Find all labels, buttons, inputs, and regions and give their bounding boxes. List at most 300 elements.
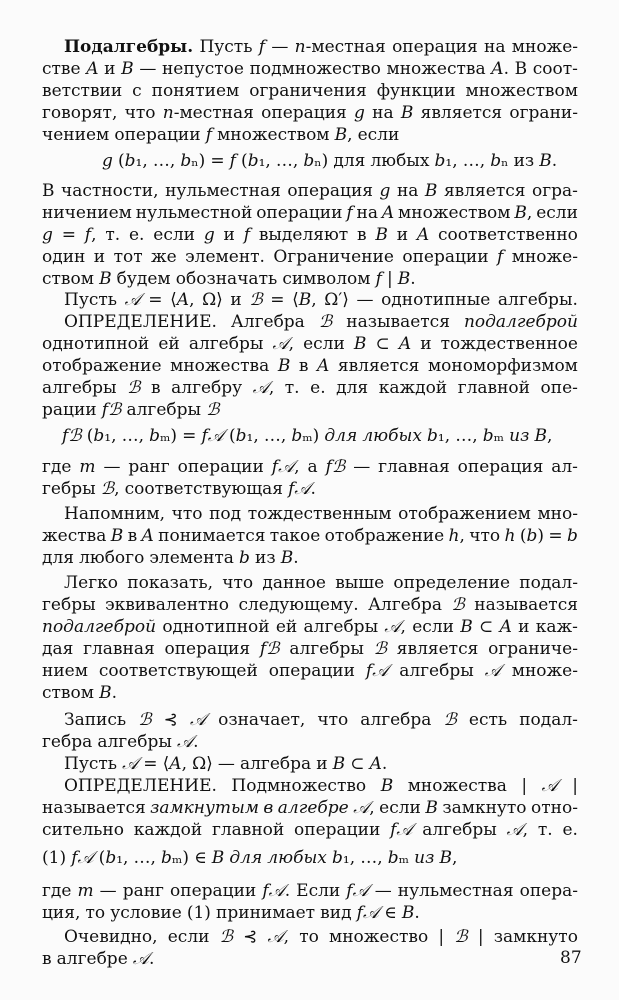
word: огра- <box>531 181 578 201</box>
word: …, <box>455 426 478 446</box>
word: ℬ <box>318 312 333 332</box>
text-line <box>42 525 578 547</box>
word: — <box>99 881 117 901</box>
word: в <box>42 949 52 969</box>
word: алгебры <box>422 820 497 840</box>
word: для <box>333 151 366 171</box>
word: Очевидно, <box>64 927 158 947</box>
word: f <box>375 269 382 289</box>
word: является <box>396 639 479 659</box>
word: Алгебра <box>230 312 305 332</box>
word: — <box>356 290 374 310</box>
text-line <box>42 880 578 902</box>
word: из <box>509 426 530 446</box>
word: ограниче- <box>488 639 578 659</box>
word: соот- <box>532 59 578 79</box>
word: алгебры <box>97 732 172 752</box>
word: главная <box>83 639 155 659</box>
text-line <box>42 377 578 399</box>
word: операции <box>294 820 381 840</box>
word: будем <box>116 269 171 289</box>
word: если <box>153 225 195 245</box>
word: что <box>171 504 203 524</box>
word: на <box>356 203 378 223</box>
word: 𝒜, <box>353 798 375 818</box>
word: = <box>148 290 163 310</box>
word: ∈ <box>384 903 397 923</box>
word: опе- <box>540 378 578 398</box>
text-line <box>42 58 578 80</box>
word: жества <box>42 526 107 546</box>
word: B, <box>514 203 533 223</box>
word: g <box>354 103 365 123</box>
text-line <box>42 682 578 704</box>
word: fℬ <box>259 639 280 659</box>
word: A <box>86 59 99 79</box>
word: 𝒜, <box>272 334 294 354</box>
word: является <box>337 356 420 376</box>
word: (b₁, <box>228 426 259 446</box>
word: b₁, <box>434 151 458 171</box>
word: функции <box>376 81 456 101</box>
text-line <box>42 124 578 146</box>
word: рации <box>42 400 97 420</box>
word: B. <box>280 548 299 568</box>
word: ℬ <box>127 378 141 398</box>
word: b₁, <box>332 848 356 868</box>
word: …, <box>263 426 287 446</box>
word: ством <box>42 683 94 703</box>
word: ция, <box>42 903 81 923</box>
word: 𝒜 <box>484 661 501 681</box>
word: f <box>205 125 212 145</box>
word: g <box>42 225 53 245</box>
text-line <box>42 150 619 172</box>
word: g <box>102 151 113 171</box>
word: …, <box>275 151 299 171</box>
word: Запись <box>64 710 127 730</box>
word: гебра <box>42 732 93 752</box>
word: алгебры <box>126 400 202 420</box>
word: где <box>42 457 72 477</box>
word: bₙ) <box>303 151 329 171</box>
word: ОПРЕДЕЛЕНИЕ. <box>64 776 217 796</box>
word: b <box>566 526 578 546</box>
text-line <box>42 503 578 525</box>
word: любых <box>370 151 430 171</box>
word: понятием <box>151 81 240 101</box>
word: мономорфизмом <box>427 356 578 376</box>
word: B. <box>401 903 420 923</box>
text-line <box>42 355 578 377</box>
word: операции <box>402 247 489 267</box>
word: Легко <box>64 573 119 593</box>
word: fℬ <box>101 400 122 420</box>
word: алгебры <box>42 378 117 398</box>
word: B. <box>539 151 558 171</box>
word: ей <box>275 617 298 637</box>
word: из <box>414 848 435 868</box>
word: = <box>61 225 76 245</box>
word: f <box>497 247 504 267</box>
word: показать, <box>127 573 214 593</box>
word: множества <box>407 776 507 796</box>
word: bₙ) <box>180 151 206 171</box>
text-line <box>42 102 578 124</box>
word: на <box>484 37 506 57</box>
word: мно- <box>537 504 578 524</box>
word: f, <box>84 225 97 245</box>
word: fℬ <box>62 426 82 446</box>
word: алгебре <box>56 949 128 969</box>
word: соответствующая <box>124 479 283 499</box>
word: (b) <box>519 526 544 546</box>
word: любого <box>79 548 145 568</box>
word: Если <box>296 881 341 901</box>
word: сительно <box>42 820 124 840</box>
word: f𝒜 <box>346 881 369 901</box>
text-line <box>42 709 578 731</box>
word: на <box>396 181 419 201</box>
word: алгебру <box>171 378 243 398</box>
word: называется <box>42 798 146 818</box>
word: f𝒜, <box>271 457 300 477</box>
text-line <box>42 572 578 594</box>
text-line <box>42 202 578 224</box>
word: g <box>379 181 391 201</box>
word: один <box>42 247 86 267</box>
word: называется <box>474 595 578 615</box>
word: принимает <box>216 903 316 923</box>
text-line <box>42 333 578 355</box>
word: B, <box>334 125 353 145</box>
word: алгебры <box>303 617 379 637</box>
word: | <box>521 776 528 796</box>
word: B <box>99 269 112 289</box>
text-line <box>42 547 578 569</box>
word: подмножество <box>249 59 381 79</box>
word: h, <box>448 526 465 546</box>
word: гебры <box>42 479 96 499</box>
word: f𝒜 <box>356 903 380 923</box>
word: в <box>298 356 309 376</box>
text-line <box>42 797 578 819</box>
text-line <box>42 289 578 311</box>
word: следующему. <box>238 595 359 615</box>
word: элемента <box>149 548 234 568</box>
word: ограничения <box>249 81 367 101</box>
word: то <box>85 903 106 923</box>
word: ⊰ <box>243 927 258 947</box>
word: Пусть <box>64 754 118 774</box>
word: (1) <box>186 903 211 923</box>
word: операция <box>261 103 347 123</box>
word: = <box>143 754 158 774</box>
word: g <box>203 225 215 245</box>
word: — <box>271 37 289 57</box>
word: множеством <box>398 203 511 223</box>
word: однотипные <box>381 290 491 310</box>
word: множе- <box>511 37 578 57</box>
word: нульместная <box>165 181 281 201</box>
word: 𝒜 <box>122 754 139 774</box>
word: однотипной <box>42 334 150 354</box>
word: операция <box>287 181 374 201</box>
word: на <box>372 103 394 123</box>
word: (1) <box>42 848 67 868</box>
word: любых <box>362 426 422 446</box>
word: подалгеброй <box>463 312 578 332</box>
word: f𝒜 <box>201 426 224 446</box>
word: B <box>353 334 367 354</box>
word: f𝒜. <box>288 479 316 499</box>
word: B. <box>99 683 117 703</box>
text-line <box>42 246 578 268</box>
word: 𝒜, <box>506 820 529 840</box>
word: то <box>299 927 319 947</box>
word: A <box>398 334 412 354</box>
word: ал- <box>551 457 578 477</box>
word: если <box>357 125 400 145</box>
word: алгебре <box>277 798 349 818</box>
text-line <box>42 902 578 924</box>
word: — <box>353 457 371 477</box>
word: B <box>380 776 394 796</box>
word: 𝒜 <box>189 710 207 730</box>
word: алгебра <box>360 710 432 730</box>
word: выше <box>335 573 385 593</box>
word: операции <box>268 661 355 681</box>
word: в <box>127 526 138 546</box>
word: же <box>151 247 177 267</box>
word: Напомним, <box>64 504 166 524</box>
word: Подалгебры. <box>64 37 194 57</box>
word: и <box>104 59 116 79</box>
word: что <box>469 526 501 546</box>
word: A <box>499 617 512 637</box>
word: отображение <box>42 356 162 376</box>
word: | <box>477 927 484 947</box>
word: bₘ) <box>291 426 320 446</box>
word: ветствии <box>42 81 123 101</box>
word: т. <box>105 225 121 245</box>
word: В <box>42 181 55 201</box>
text-line <box>42 594 578 616</box>
word: множество <box>329 927 429 947</box>
word: условие <box>110 903 182 923</box>
word: а <box>307 457 318 477</box>
word: чением <box>42 125 110 145</box>
text-line <box>42 311 578 333</box>
word: B <box>121 59 134 79</box>
word: n-местная <box>162 103 254 123</box>
word: B <box>375 225 388 245</box>
word: если <box>167 927 210 947</box>
word: т. <box>537 820 553 840</box>
word: каждой <box>378 378 448 398</box>
word: в <box>263 798 274 818</box>
word: bₙ <box>490 151 509 171</box>
word: …, <box>121 426 145 446</box>
word: и <box>93 247 106 267</box>
word: ⊂ <box>350 754 365 774</box>
word: есть <box>468 710 508 730</box>
word: что <box>222 573 254 593</box>
word: соответствующей <box>98 661 258 681</box>
word: ⟨B, <box>292 290 317 310</box>
word: | <box>386 269 393 289</box>
word: данное <box>262 573 326 593</box>
word: выделяют <box>258 225 349 245</box>
word: (b₁, <box>86 426 117 446</box>
word: эквивалентно <box>105 595 229 615</box>
word: тот <box>113 247 143 267</box>
word: f𝒜 <box>71 848 94 868</box>
word: ℬ <box>373 639 388 659</box>
word: отображение <box>324 526 445 546</box>
word: A <box>317 356 330 376</box>
word: говорят, <box>42 103 118 123</box>
word: ℬ <box>451 595 465 615</box>
text-line <box>42 948 578 970</box>
word: — <box>374 881 392 901</box>
word: операция <box>392 37 478 57</box>
word: ℬ <box>138 710 152 730</box>
word: | <box>438 927 445 947</box>
word: однотипной <box>162 617 270 637</box>
word: b₁, <box>427 426 451 446</box>
word: …, <box>462 151 486 171</box>
word: = <box>270 290 285 310</box>
word: если <box>536 203 578 223</box>
word: A <box>416 225 430 245</box>
word: Ограничение <box>273 247 394 267</box>
word: из <box>513 151 535 171</box>
word: в <box>357 225 367 245</box>
word: является <box>420 103 503 123</box>
word: что <box>317 710 349 730</box>
word: 𝒜, <box>384 617 406 637</box>
word: 𝒜 <box>124 290 141 310</box>
text-line <box>42 180 578 202</box>
word: подал- <box>519 710 578 730</box>
word: множества <box>386 59 486 79</box>
text-line <box>42 268 578 290</box>
word: B <box>425 798 438 818</box>
word: ей <box>158 334 180 354</box>
word: для <box>229 848 263 868</box>
word: f <box>258 37 266 57</box>
word: е. <box>128 225 145 245</box>
word: главной <box>211 820 285 840</box>
word: A <box>141 526 154 546</box>
word: называется <box>346 312 450 332</box>
text-line <box>42 819 578 841</box>
word: ранг <box>122 881 164 901</box>
word: ранг <box>128 457 170 477</box>
word: (b₁, <box>117 151 148 171</box>
word: f <box>243 225 250 245</box>
word: тождественным <box>247 504 392 524</box>
word: непустое <box>161 59 244 79</box>
word: нием <box>42 661 88 681</box>
word: A <box>381 203 395 223</box>
word: Пусть <box>199 37 253 57</box>
word: ℬ, <box>100 479 120 499</box>
text-line <box>42 638 578 660</box>
word: b <box>239 548 250 568</box>
word: B <box>460 617 473 637</box>
word: гебры <box>42 595 96 615</box>
word: е. <box>562 820 578 840</box>
word: стве <box>42 59 81 79</box>
word: ничением <box>42 203 132 223</box>
word: под <box>209 504 242 524</box>
word: для <box>42 548 74 568</box>
word: …, <box>152 151 176 171</box>
word: ⊰ <box>163 710 178 730</box>
word: 𝒜. <box>132 949 155 969</box>
word: B <box>110 526 124 546</box>
word: множе- <box>511 247 578 267</box>
word: множества <box>170 356 270 376</box>
word: bₘ) <box>149 426 178 446</box>
word: (b₁, <box>98 848 129 868</box>
word: операция <box>164 639 251 659</box>
word: каж- <box>535 617 578 637</box>
word: 𝒜, <box>267 927 290 947</box>
word: B. <box>397 269 416 289</box>
word: и <box>420 334 432 354</box>
text-line <box>42 731 578 753</box>
word: m <box>77 881 94 901</box>
word: B <box>332 754 346 774</box>
word: алгебры. <box>497 290 578 310</box>
text-line <box>42 478 578 500</box>
word: fℬ <box>325 457 346 477</box>
text-line <box>42 36 578 58</box>
word: замкнуто <box>493 927 578 947</box>
word: каждой <box>133 820 203 840</box>
word: — <box>139 59 157 79</box>
word: операции <box>256 203 343 223</box>
word: алгебры <box>289 639 364 659</box>
word: нульместной <box>135 203 253 223</box>
word: Ω′⟩ <box>324 290 349 310</box>
word: = <box>210 151 225 171</box>
word: в <box>151 378 161 398</box>
word: — <box>103 457 121 477</box>
text-line <box>42 80 578 102</box>
word: ℬ <box>249 290 263 310</box>
word: если <box>412 617 454 637</box>
word: операции <box>177 457 264 477</box>
word: ℬ <box>443 710 457 730</box>
word: f <box>229 151 236 171</box>
text-line <box>42 224 578 246</box>
word: f𝒜. <box>262 881 291 901</box>
word: такое <box>269 526 321 546</box>
word: h <box>504 526 516 546</box>
word: отображением <box>398 504 531 524</box>
word: ∈ <box>194 848 207 868</box>
word: и <box>223 225 235 245</box>
word: подал- <box>519 573 578 593</box>
word: означает, <box>218 710 306 730</box>
word: если <box>303 334 345 354</box>
text-line <box>42 847 578 869</box>
word: bₘ) <box>161 848 189 868</box>
